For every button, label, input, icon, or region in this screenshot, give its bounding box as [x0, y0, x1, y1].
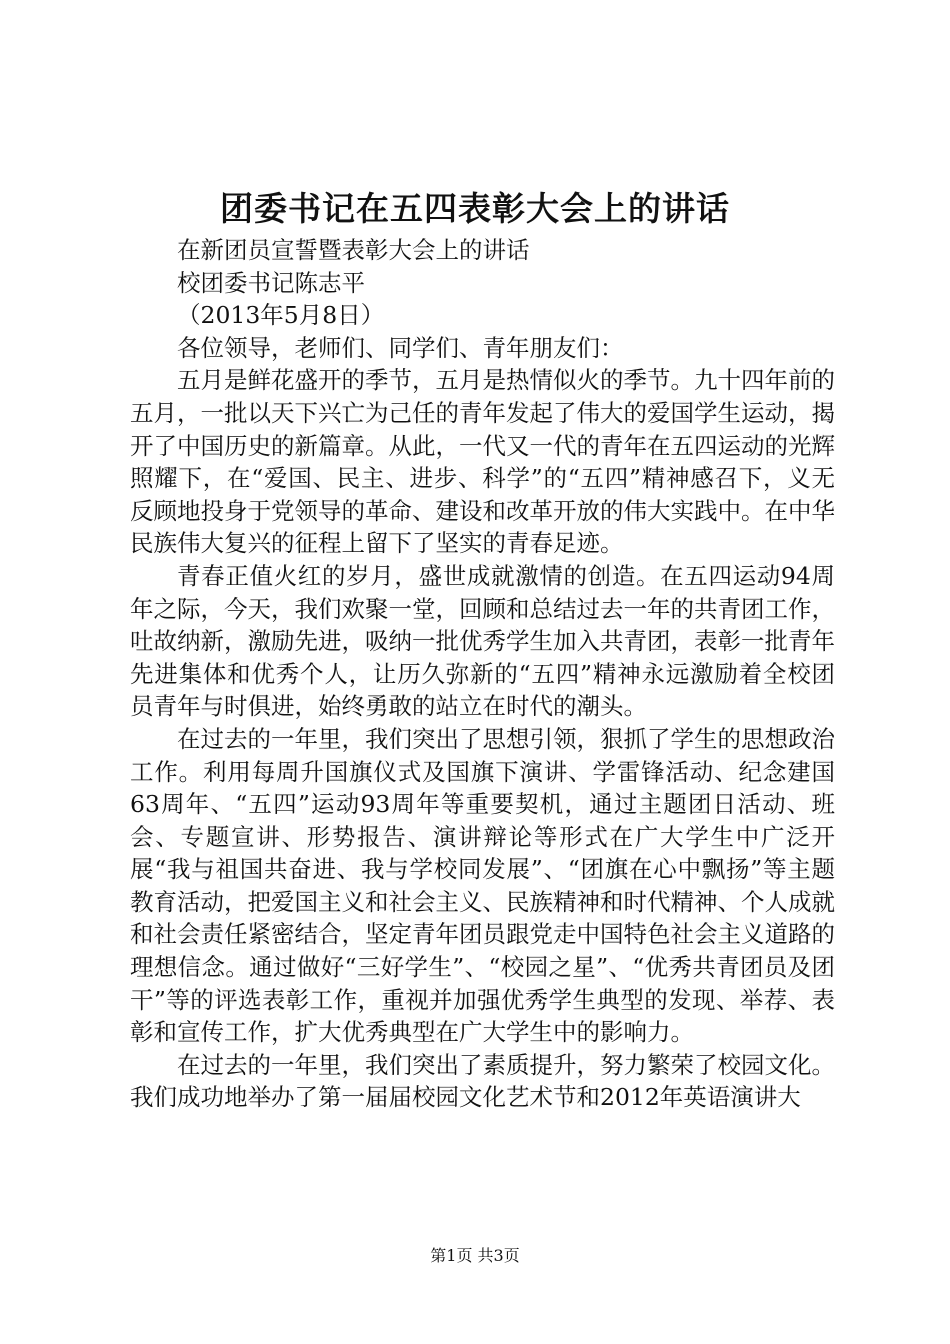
- document-title: 团委书记在五四表彰大会上的讲话: [220, 189, 730, 228]
- document-body: [130, 234, 835, 1114]
- page-indicator: 第1页 共3页: [430, 1246, 520, 1265]
- speech-date: （2013年5月8日）: [177, 301, 385, 330]
- speech-salutation: 各位领导，老师们、同学们、青年朋友们：: [177, 333, 624, 362]
- speech-author: 校团委书记陈志平: [177, 268, 365, 297]
- body-paragraph-3: 在过去的一年里，我们突出了思想引领，狠抓了学生的思想政治工作。利用每周升国旗仪式及国旗下演讲、学雷锋活动、纪念建国63周年、“五四”运动93周年等重要契机，通过主题团日活动、班会、专题宣讲、形势报告、演讲辩论等形式在广大学生中广泛开展“我与祖国共奋进、我与学校同发展”、“团旗在心中飘扬”等主题教育活动，把爱国主义和社会主义、民族精神和时代精神、个人成就和社会责任紧密结合，坚定青年团员跟党走中国特色社会主义道路的理想信念。通过做好“三好学生”、“校园之星”、“优秀共青团员及团干”等的评选表彰工作，重视并加强优秀学生典型的发现、举荐、表彰和宣传工作，扩大优秀典型在广大学生中的影响力。: [130, 724, 835, 1047]
- body-paragraph-4: 在过去的一年里，我们突出了素质提升，努力繁荣了校园文化。我们成功地举办了第一届届校园文化艺术节和2012年英语演讲大: [130, 1050, 835, 1112]
- body-paragraph-2: 青春正值火红的岁月，盛世成就激情的创造。在五四运动94周年之际，今天，我们欢聚一堂，回顾和总结过去一年的共青团工作，吐故纳新，激励先进，吸纳一批优秀学生加入共青团，表彰一批青年先进集体和优秀个人，让历久弥新的“五四”精神永远激励着全校团员青年与时俱进，始终勇敢的站立在时代的潮头。: [130, 561, 835, 721]
- speech-subtitle: 在新团员宣誓暨表彰大会上的讲话: [177, 236, 530, 264]
- body-paragraph-1: 五月是鲜花盛开的季节，五月是热情似火的季节。九十四年前的五月，一批以天下兴亡为己任的青年发起了伟大的爱国学生运动，揭开了中国历史的新篇章。从此，一代又一代的青年在五四运动的光辉照耀下，在“爱国、民主、进步、科学”的“五四”精神感召下，义无反顾地投身于党领导的革命、建设和改革开放的伟大实践中。在中华民族伟大复兴的征程上留下了坚实的青春足迹。: [130, 366, 835, 558]
